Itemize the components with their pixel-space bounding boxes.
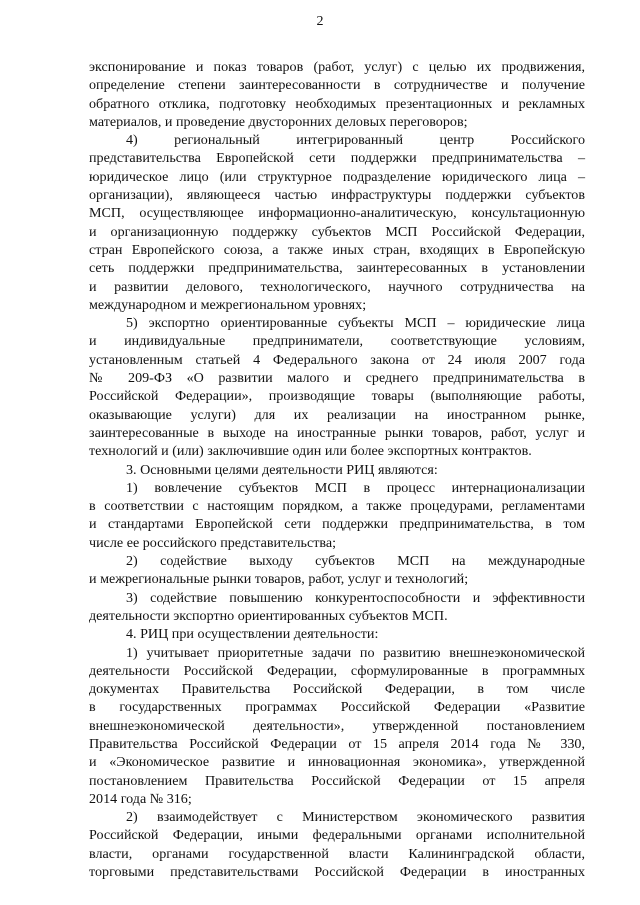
text-line: 5) экспортно ориентированные субъекты МСП – юридические лица [126,315,585,332]
text-line: оказывающие услуги) для их реализации на иностранном рынке, [89,406,585,423]
text-line: торговыми представительствами Российской Федерации в иностранных [89,864,585,881]
text-line: деятельности Российской Федерации, сформулированные в программных [89,662,585,679]
text-line: постановлением Правительства Российской Федерации от 15 апреля [89,772,585,789]
text-line: и организационную поддержку субъектов МСП Российской Федерации, [89,223,585,240]
text-line: в соответствии с настоящим порядком, а также процедурами, регламентами [89,498,585,515]
text-line: 2014 года № 316; [89,790,192,807]
body-text [89,58,585,881]
text-line: стран Европейского союза, а также иных стран, входящих в Европейскую [89,241,585,258]
page-number: 2 [316,14,324,29]
text-line: 2) содействие выходу субъектов МСП на международные [126,553,585,570]
text-line: 4) региональный интегрированный центр Российского [126,132,585,149]
text-line: № 209-ФЗ «О развитии малого и среднего предпринимательства в [89,370,585,387]
text-line: установленным статьей 4 Федерального закона от 24 июля 2007 года [89,351,585,368]
text-line: обратного отклика, подготовку необходимых презентационных и рекламных [89,95,585,112]
text-line: и стандартами Европейской сети поддержки предпринимательства, в том [89,516,585,533]
text-line: 1) вовлечение субъектов МСП в процесс интернационализации [126,479,585,496]
text-line: 3. Основными целями деятельности РИЦ являются: [126,461,438,478]
text-line: Российской Федерации», производящие товары (выполняющие работы, [89,388,585,405]
text-line: организации), являющееся частью инфраструктуры поддержки субъектов [89,187,585,204]
text-line: внешнеэкономической деятельности», утвержденной постановлением [89,717,585,734]
text-line: юридическое лицо (или структурное подразделение юридического лица – [89,168,585,185]
text-line: материалов, и проведение двусторонних деловых переговоров; [89,113,468,130]
text-line: 4. РИЦ при осуществлении деятельности: [126,626,379,643]
text-line: Правительства Российской Федерации от 15 апреля 2014 года № 330, [89,735,585,752]
text-line: представительства Европейской сети поддержки предпринимательства – [89,150,585,167]
text-line: международном и межрегиональном уровнях; [89,296,367,313]
text-line: технологий и (или) заключившие один или более экспортных контрактов. [89,443,532,460]
text-line: заинтересованные в выходе на иностранные рынки товаров, работ, услуг и [89,424,585,441]
text-line: деятельности экспортно ориентированных субъектов МСП. [89,607,448,624]
text-line: Российской Федерации, иными федеральными органами исполнительной [89,827,585,844]
text-line: и «Экономическое развитие и инновационная экономика», утвержденной [89,754,585,771]
text-line: числе ее российского представительства; [89,534,337,551]
text-line: документах Правительства Российской Федерации, в том числе [89,681,585,698]
text-line: и индивидуальные предприниматели, соответствующие условиям, [89,333,585,350]
text-line: 2) взаимодействует с Министерством экономического развития [126,809,585,826]
text-line: и развитии делового, технологического, научного сотрудничества на [89,278,585,295]
text-line: экспонирование и показ товаров (работ, услуг) с целью их продвижения, [89,59,585,75]
text-line: в государственных программах Российской Федерации «Развитие [89,699,585,716]
text-line: определение степени заинтересованности в сотрудничестве и получение [89,77,585,94]
text-line: МСП, осуществляющее информационно-аналитическую, консультационную [89,205,585,222]
text-line: 3) содействие повышению конкурентоспособности и эффективности [126,589,585,606]
text-line: сеть поддержки предпринимательства, заинтересованных в установлении [89,260,585,277]
text-line: 1) учитывает приоритетные задачи по развитию внешнеэкономической [126,644,585,661]
text-line: власти, органами государственной власти Калининградской области, [89,845,585,862]
text-line: и межрегиональные рынки товаров, работ, услуг и технологий; [89,571,469,588]
